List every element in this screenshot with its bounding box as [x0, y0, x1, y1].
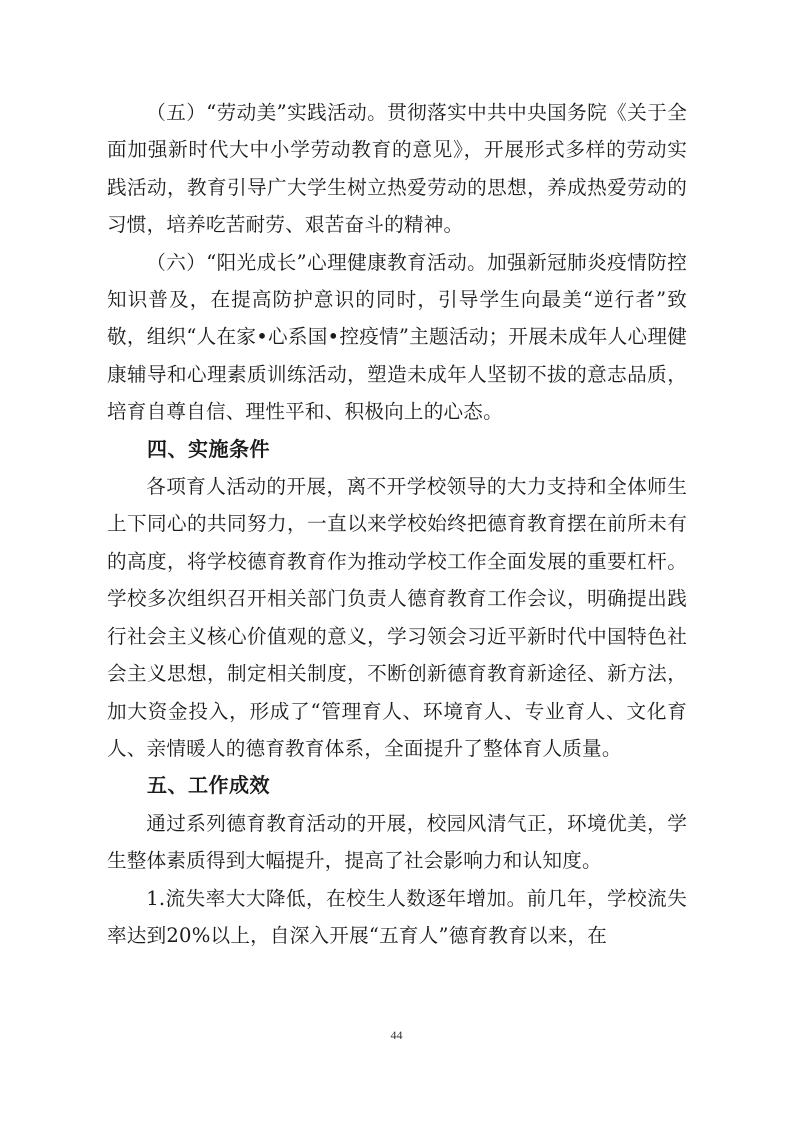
paragraph-implementation-conditions: 各项育人活动的开展，离不开学校领导的大力支持和全体师生上下同心的共同努力，一直以来学校始终把德育教育摆在前所未有的高度，将学校德育教育作为推动学校工作全面发展的重要杠杆。学校多次组织召开相关部门负责人德育教育工作会议，明确提出践行社会主义核心价值观的意义，学习领会习近平新时代中国特色社会主义思想，制定相关制度，不断创新德育教育新途径、新方法，加大资金投入，形成了“管理育人、环境育人、专业育人、文化育人、亲情暖人的德育教育体系，全面提升了整体育人质量。: [107, 475, 687, 760]
paragraph-work-results-intro: 通过系列德育教育活动的开展，校园风清气正，环境优美，学生整体素质得到大幅提升，提高了社会影响力和认知度。: [107, 811, 687, 873]
paragraph-mental-health: （六）“阳光成长”心理健康教育活动。加强新冠肺炎疫情防控知识普及，在提高防护意识的同时，引导学生向最美“逆行者”致敬，组织“人在家•心系国•控疫情”主题活动；开展未成年人心理健康辅导和心理素质训练活动，塑造未成年人坚韧不拔的意志品质，培育自尊自信、理性平和、积极向上的心态。: [107, 250, 687, 424]
paragraph-dropout-rate: 1.流失率大大降低，在校生人数逐年增加。前几年，学校流失率达到20%以上，自深入开展“五育人”德育教育以来，在: [107, 886, 687, 947]
section-heading-implementation-conditions: 四、实施条件: [147, 436, 270, 461]
document-body: [107, 94, 687, 954]
section-heading-work-results: 五、工作成效: [147, 773, 270, 798]
paragraph-labor-practice: （五）“劳动美”实践活动。贯彻落实中共中央国务院《关于全面加强新时代大中小学劳动教育的意见》，开展形式多样的劳动实践活动，教育引导广大学生树立热爱劳动的思想，养成热爱劳动的习惯，培养吃苦耐劳、艰苦奋斗的精神。: [107, 101, 687, 237]
page-number: 44: [390, 1028, 403, 1042]
